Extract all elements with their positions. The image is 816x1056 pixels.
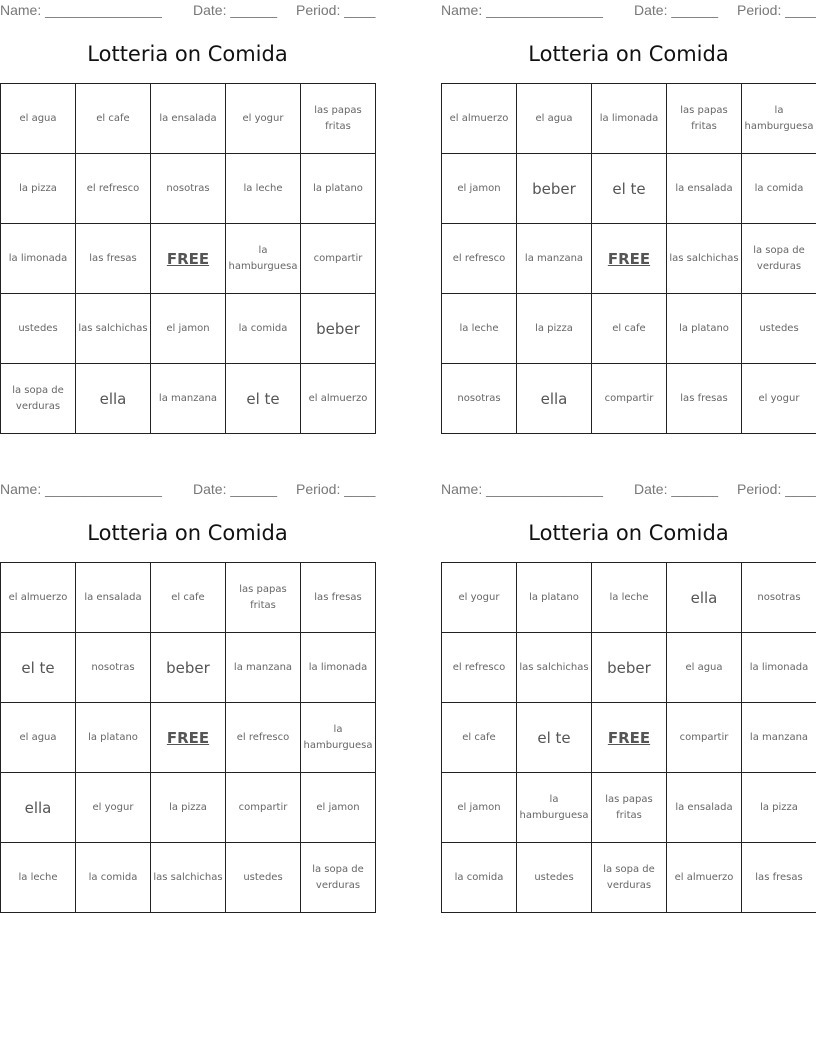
bingo-cell: ella	[517, 364, 592, 434]
bingo-grid	[0, 562, 376, 913]
bingo-cell: el jamon	[301, 773, 376, 843]
bingo-cell: las papas fritas	[226, 563, 301, 633]
card-title: Lotteria on Comida	[87, 42, 288, 66]
bingo-cell: el jamon	[442, 154, 517, 224]
bingo-cell: ella	[667, 563, 742, 633]
bingo-cell: la comida	[226, 294, 301, 364]
bingo-cell: ella	[76, 364, 151, 434]
name-label: Name: _______________	[0, 2, 162, 18]
bingo-card-3	[0, 479, 375, 919]
bingo-cell: compartir	[667, 703, 742, 773]
bingo-cell: nosotras	[442, 364, 517, 434]
bingo-cell: beber	[151, 633, 226, 703]
bingo-cell: la leche	[1, 843, 76, 913]
bingo-cell: ustedes	[517, 843, 592, 913]
bingo-cell: la platano	[667, 294, 742, 364]
bingo-cell: el cafe	[76, 84, 151, 154]
bingo-cell: beber	[592, 633, 667, 703]
bingo-cell: las salchichas	[76, 294, 151, 364]
bingo-cell: la pizza	[742, 773, 816, 843]
date-label: Date: ______	[634, 481, 719, 497]
bingo-cell: beber	[301, 294, 376, 364]
name-label: Name: _______________	[441, 2, 603, 18]
bingo-cell: nosotras	[742, 563, 816, 633]
bingo-cell: ustedes	[226, 843, 301, 913]
bingo-cell: el jamon	[151, 294, 226, 364]
bingo-cell: las fresas	[667, 364, 742, 434]
bingo-cell: el cafe	[592, 294, 667, 364]
bingo-cell: la sopa de verduras	[301, 843, 376, 913]
bingo-cell: la ensalada	[151, 84, 226, 154]
bingo-cell: la manzana	[517, 224, 592, 294]
bingo-cell: el agua	[517, 84, 592, 154]
bingo-cell: la leche	[442, 294, 517, 364]
bingo-cell: ustedes	[742, 294, 816, 364]
bingo-cell: la platano	[301, 154, 376, 224]
bingo-cell: la limonada	[742, 633, 816, 703]
bingo-cell: las fresas	[742, 843, 816, 913]
period-label: Period: ____	[737, 2, 816, 18]
bingo-cell: las salchichas	[151, 843, 226, 913]
free-space-cell: FREE	[151, 703, 226, 773]
bingo-cell: el cafe	[151, 563, 226, 633]
bingo-cell: el agua	[1, 84, 76, 154]
bingo-cell: el almuerzo	[667, 843, 742, 913]
bingo-cell: la manzana	[742, 703, 816, 773]
name-label: Name: _______________	[0, 481, 162, 497]
free-space-cell: FREE	[151, 224, 226, 294]
bingo-cell: el agua	[667, 633, 742, 703]
bingo-grid	[441, 562, 816, 913]
bingo-cell: el refresco	[442, 633, 517, 703]
bingo-cell: el refresco	[76, 154, 151, 224]
bingo-cell: el te	[517, 703, 592, 773]
card-title: Lotteria on Comida	[528, 42, 729, 66]
bingo-cell: la hamburguesa	[301, 703, 376, 773]
bingo-cell: la manzana	[226, 633, 301, 703]
free-space-cell: FREE	[592, 703, 667, 773]
name-label: Name: _______________	[441, 481, 603, 497]
student-info-header	[0, 2, 375, 20]
bingo-cell: el almuerzo	[1, 563, 76, 633]
period-label: Period: ____	[296, 2, 376, 18]
bingo-cell: las fresas	[301, 563, 376, 633]
bingo-cell: la ensalada	[667, 773, 742, 843]
bingo-cell: el cafe	[442, 703, 517, 773]
bingo-cell: nosotras	[76, 633, 151, 703]
bingo-cell: ustedes	[1, 294, 76, 364]
bingo-cell: la sopa de verduras	[1, 364, 76, 434]
bingo-cell: la leche	[592, 563, 667, 633]
bingo-cell: las salchichas	[667, 224, 742, 294]
bingo-cell: el almuerzo	[301, 364, 376, 434]
bingo-grid	[0, 83, 376, 434]
bingo-cell: el yogur	[76, 773, 151, 843]
bingo-cell: la pizza	[517, 294, 592, 364]
bingo-cell: el te	[1, 633, 76, 703]
bingo-cell: el refresco	[226, 703, 301, 773]
period-label: Period: ____	[296, 481, 376, 497]
bingo-cell: las papas fritas	[667, 84, 742, 154]
bingo-cell: el te	[226, 364, 301, 434]
bingo-card-4	[441, 479, 816, 919]
date-label: Date: ______	[634, 2, 719, 18]
date-label: Date: ______	[193, 481, 278, 497]
bingo-cell: el refresco	[442, 224, 517, 294]
bingo-cell: la hamburguesa	[517, 773, 592, 843]
bingo-cell: el agua	[1, 703, 76, 773]
bingo-cell: el almuerzo	[442, 84, 517, 154]
bingo-cell: beber	[517, 154, 592, 224]
bingo-grid	[441, 83, 816, 434]
bingo-cell: la comida	[76, 843, 151, 913]
bingo-cell: la pizza	[1, 154, 76, 224]
bingo-cell: la pizza	[151, 773, 226, 843]
bingo-cell: ella	[1, 773, 76, 843]
bingo-cell: el yogur	[742, 364, 816, 434]
bingo-card-2	[441, 0, 816, 440]
bingo-cell: la comida	[442, 843, 517, 913]
bingo-cell: compartir	[592, 364, 667, 434]
student-info-header	[441, 481, 816, 499]
bingo-cell: la ensalada	[76, 563, 151, 633]
bingo-cell: compartir	[226, 773, 301, 843]
bingo-cell: la platano	[517, 563, 592, 633]
bingo-cell: la limonada	[301, 633, 376, 703]
bingo-cell: las papas fritas	[592, 773, 667, 843]
bingo-cell: la sopa de verduras	[592, 843, 667, 913]
period-label: Period: ____	[737, 481, 816, 497]
bingo-cell: las fresas	[76, 224, 151, 294]
bingo-cell: la comida	[742, 154, 816, 224]
bingo-cell: compartir	[301, 224, 376, 294]
card-title: Lotteria on Comida	[528, 521, 729, 545]
bingo-cell: las papas fritas	[301, 84, 376, 154]
bingo-cell: el te	[592, 154, 667, 224]
date-label: Date: ______	[193, 2, 278, 18]
bingo-card-1	[0, 0, 375, 440]
bingo-cell: las salchichas	[517, 633, 592, 703]
bingo-cell: la limonada	[1, 224, 76, 294]
bingo-cell: el yogur	[226, 84, 301, 154]
bingo-cell: nosotras	[151, 154, 226, 224]
bingo-cell: la ensalada	[667, 154, 742, 224]
bingo-cell: la limonada	[592, 84, 667, 154]
bingo-cell: la sopa de verduras	[742, 224, 816, 294]
bingo-cell: la hamburguesa	[742, 84, 816, 154]
bingo-cell: la platano	[76, 703, 151, 773]
student-info-header	[0, 481, 375, 499]
bingo-cell: la hamburguesa	[226, 224, 301, 294]
bingo-cell: la manzana	[151, 364, 226, 434]
bingo-cell: la leche	[226, 154, 301, 224]
bingo-cell: el jamon	[442, 773, 517, 843]
free-space-cell: FREE	[592, 224, 667, 294]
student-info-header	[441, 2, 816, 20]
card-title: Lotteria on Comida	[87, 521, 288, 545]
bingo-cell: el yogur	[442, 563, 517, 633]
